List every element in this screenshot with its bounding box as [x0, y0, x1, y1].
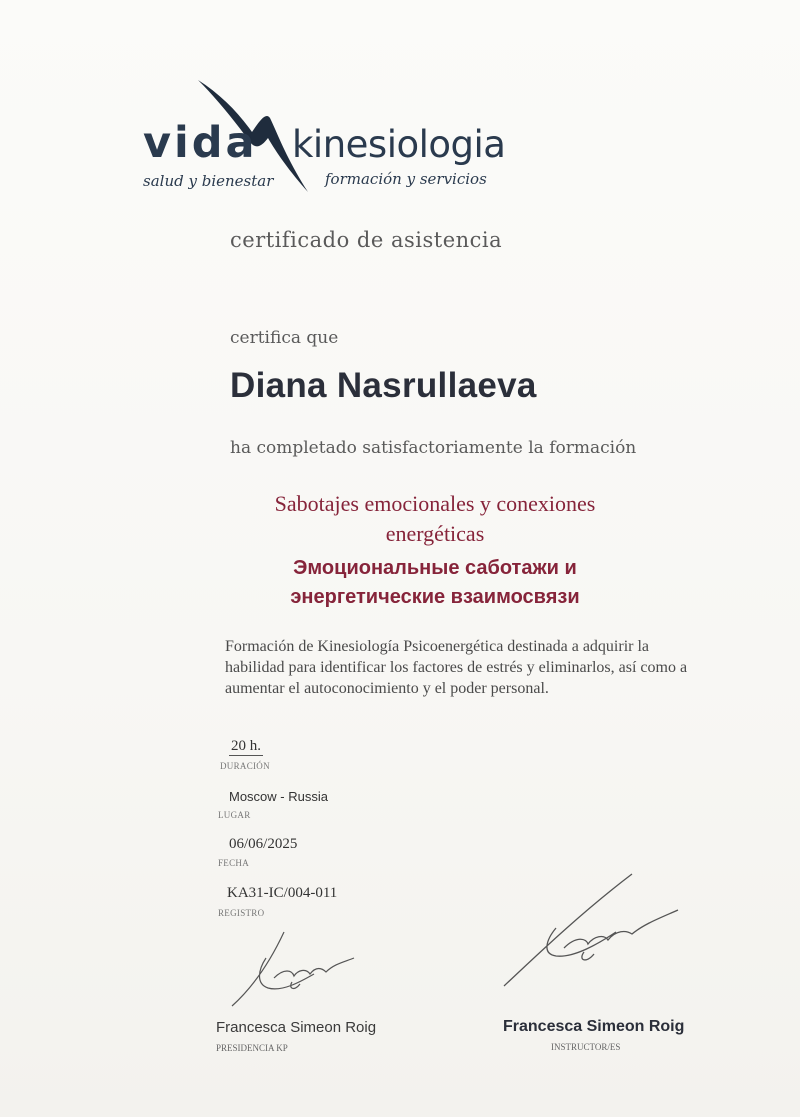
registry-value: KA31-IC/004-011: [227, 885, 338, 901]
certificate-title: certificado de asistencia: [230, 228, 503, 252]
signature-left: [222, 918, 372, 1013]
certifies-text: certifica que: [230, 328, 339, 348]
logo-tagline-left: salud y bienestar: [143, 172, 274, 190]
signature-right: [498, 868, 683, 993]
completed-text: ha completado satisfactoriamente la formación: [230, 438, 637, 458]
course-title-spanish: [200, 489, 670, 549]
date-value: 06/06/2025: [229, 836, 298, 852]
date-label: FECHA: [218, 858, 250, 868]
signatory-left-role: PRESIDENCIA KP: [216, 1043, 288, 1053]
course-title-ru-line2: энергетические взаимосвязи: [290, 586, 580, 608]
signatory-right-name: Francesca Simeon Roig: [503, 1018, 685, 1035]
course-description: Formación de Kinesiología Psicoenergética destinada a adquirir la habilidad para identificar los factores de estrés y eliminarlos, así como a aumentar el autoconocimiento y el poder personal.: [225, 638, 688, 697]
registry-label: REGISTRO: [218, 908, 265, 918]
course-title-russian: [200, 554, 670, 612]
recipient-name: Diana Nasrullaeva: [230, 366, 537, 405]
logo-brand-kinesiologia: kinesiologia: [292, 123, 506, 166]
signatory-right-role: INSTRUCTOR/ES: [551, 1042, 621, 1052]
place-label: LUGAR: [218, 810, 251, 820]
duration-label: DURACIÓN: [220, 761, 270, 771]
logo-tagline-right: formación y servicios: [325, 170, 487, 188]
course-title-es-line2: energéticas: [385, 521, 485, 546]
course-title-ru-line1: Эмоциональные саботажи и: [293, 557, 577, 579]
duration-value: 20 h.: [231, 738, 261, 754]
place-value: Moscow - Russia: [229, 789, 328, 804]
signatory-left-name: Francesca Simeon Roig: [216, 1019, 377, 1036]
course-title-es-line1: Sabotajes emocionales y conexiones: [274, 491, 596, 516]
logo-brand-vida: vida: [143, 118, 258, 168]
